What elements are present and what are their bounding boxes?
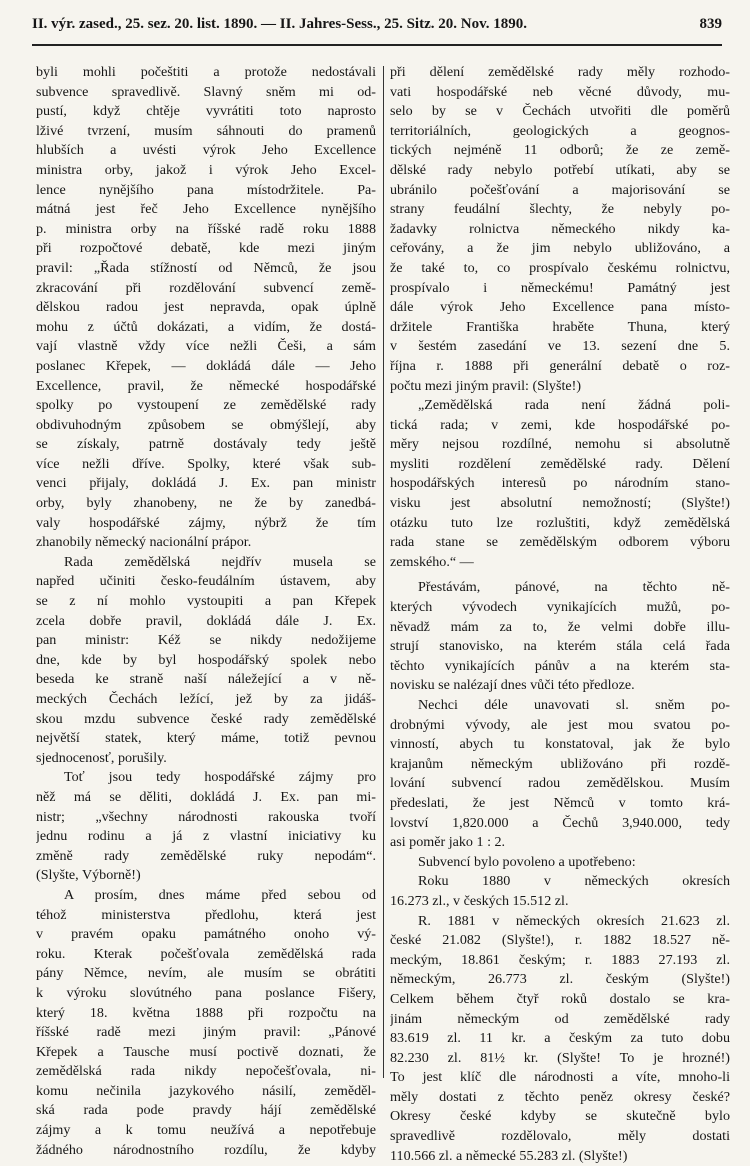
text-line: Rada zemědělská nejdřív musela se	[64, 553, 376, 570]
text-line: pustí, když chtěje vyvrátiti toto naprosto	[36, 103, 376, 120]
text-line: počtu mezi jiným pravil: (Slyšte!)	[390, 377, 582, 394]
text-line: tická rada; v zemi, kde hospodářské po-	[390, 416, 730, 433]
text-line: rada stane se zemědělským odborem výboru	[390, 534, 730, 551]
text-line: strany feudální šlechty, že nebyly po-	[390, 201, 730, 218]
left-column	[36, 63, 376, 1160]
text-line: nistr; „všechny národnosti rakouska tvoří	[36, 808, 376, 825]
text-line: předeslati, že jest Němců v tomto krá-	[390, 794, 730, 811]
text-line: pan ministr: Kéž se nikdy nedožijeme	[36, 632, 376, 649]
text-line: asi poměr jako 1 : 2.	[390, 834, 506, 851]
running-head: II. výr. zased., 25. sez. 20. list. 1890. — II. Jahres-Sess., 25. Sitz. 20. Nov. 1890.	[32, 16, 528, 32]
text-line: tických nejméně 11 odborů; že ze země-	[390, 142, 730, 159]
text-line: dne, kde by byl hospodářský spolek nebo	[36, 651, 376, 668]
text-line: (Slyšte, Výborně!)	[36, 867, 141, 884]
text-line: žádného národnostního rozdílu, že kdyby	[36, 1141, 376, 1158]
text-line: skou mzdu subvence české rady zemědělské	[36, 710, 376, 727]
text-line: meckých Čechách ležící, jež by za jidáš-	[36, 691, 376, 707]
text-line: krajanům německým ubližováno při rozdě-	[390, 755, 730, 772]
text-line: Nechci déle unavovati sl. sněm po-	[418, 697, 730, 713]
text-line: Toť jsou tedy hospodářské zájmy pro	[64, 769, 376, 786]
text-line: vají vlastně vždy více nežli Češi, a sám	[36, 338, 376, 355]
text-line: dělské rady nebylo potřebí utíkati, aby se	[390, 161, 730, 178]
column-divider	[383, 66, 384, 1078]
text-line: spravedlivě rozdělovalo, měly dostati	[390, 1128, 730, 1145]
text-line: měry nejsou rozdílné, nemohu si absolutně	[390, 436, 730, 453]
text-line: Celkem během čtyř roků dostalo se kra-	[390, 990, 730, 1007]
text-line: dále výrok Jeho Excellence pana místo-	[390, 299, 730, 316]
text-line: se získaly, patrně dostávaly tedy ještě	[36, 436, 376, 453]
text-line: mátná jest řeč Jeho Excellence nynějšího	[36, 201, 376, 218]
text-line: české 21.082 (Slyšte!), r. 1882 18.527 ně-	[390, 932, 730, 949]
text-line: Přestávám, pánové, na těchto ně-	[418, 579, 730, 596]
text-line: 110.566 zl. a německé 55.283 zl. (Slyšte!)	[390, 1147, 628, 1164]
text-line: selo by se v Čechách utvořiti dle poměrů	[390, 103, 730, 120]
text-line: mysliti rozdělení zemědělské rady. Dělení	[390, 455, 730, 472]
text-line: více nežli dříve. Spolky, které však sub-	[36, 455, 376, 472]
text-line: territoriálních, geologických a geognos-	[390, 122, 730, 139]
text-line: při dělení zemědělské rady měly rozhodo-	[390, 64, 730, 80]
text-line: říšské radě mezi jiným pravil: „Pánové	[36, 1024, 376, 1041]
text-line: lživé tvrzení, musím sáhnouti do pramenů	[36, 122, 376, 139]
text-line: 83.619 zl. 11 kr. a českým za tuto dobu	[390, 1030, 730, 1047]
page-header	[32, 14, 722, 46]
text-line: největší statek, který máme, totiž pevnou	[36, 730, 376, 747]
text-line: hospodářských interesů po národním stano-	[390, 475, 730, 492]
text-line: p. ministra orby na říšské radě roku 1888	[36, 220, 376, 237]
text-line: pány Němce, nevím, ale musím se obrátiti	[36, 965, 376, 982]
text-line: že také to, co prospívalo českému rolnictvu,	[390, 259, 730, 276]
text-line: zhanobily německý nacionální prápor.	[36, 534, 252, 551]
text-line: poslanec Křepek, — dokládá dále — Jeho	[36, 357, 376, 374]
text-line: Subvencí bylo povoleno a upotřebeno:	[418, 853, 636, 870]
text-line: mohu z účtů dokázati, a vidím, že dostá-	[36, 318, 376, 335]
text-line: R. 1881 v německých okresích 21.623 zl.	[418, 912, 730, 929]
text-line: zkracování při rozdělování subvencí země-	[36, 279, 376, 296]
text-line: zcela dobře pravil, dokládá dále J. Ex.	[36, 612, 376, 629]
text-line: valy hospodářské zájmy, nýbrž že tím	[36, 514, 376, 531]
text-line: lence nynějšího pana místodržitele. Pa-	[36, 181, 376, 198]
text-line: komu nečinila jazykového násilí, zeměděl-	[36, 1082, 376, 1099]
right-column	[390, 63, 730, 1166]
text-line: který 18. května 1888 při rozpočtu na	[36, 1004, 376, 1021]
text-line: změně rady zemědělské ruky nepodám“.	[36, 847, 376, 864]
text-line: dělskou radou jest nepravda, opak úplně	[36, 299, 376, 316]
text-line: zemědělská rada nikdy nepočešťovala, ni-	[36, 1063, 376, 1080]
text-line: ministra orby, jakož i výrok Jeho Excel-	[36, 161, 376, 178]
text-line: kterých vývodech vynikajících mužů, po-	[390, 599, 730, 616]
text-line: strují stanovisko, na kterém stála celá řada	[390, 638, 730, 655]
text-line: německým, 26.773 zl. českým (Slyšte!)	[390, 971, 730, 988]
text-line: Okresy české kdyby se skutečně bylo	[390, 1108, 730, 1125]
text-line: vati hospodářské neb věcné důvody, mu-	[390, 83, 730, 100]
text-line: zájmy a k tomu neužívá a nepotřebuje	[36, 1122, 376, 1139]
text-line: při rozpočtové debatě, kde mezi jiným	[36, 240, 376, 257]
text-line: v šestém zasedání ve 13. sezení dne 5.	[390, 338, 730, 355]
text-line: lovství 1,820.000 a Čechů 3,940.000, tedy	[390, 814, 730, 831]
text-line: sjednocenosť, porušily.	[36, 749, 167, 766]
text-line: roku. Kterak počešťovala zemědělská rada	[36, 945, 376, 962]
text-line: byli mohli počeštiti a protože nedostávali	[36, 64, 376, 80]
text-line: spolky po vystoupení ze zemědělské rady	[36, 397, 376, 414]
text-line: jinám německým od zemědělské rady	[390, 1010, 730, 1027]
text-line: něvadž mám za to, že velmi dobře illu-	[390, 618, 730, 635]
text-line: venci přijaly, dokládá J. Ex. pan ministr	[36, 475, 376, 492]
text-line: držitele Františka hraběte Thuna, který	[390, 318, 730, 335]
text-line: ubránilo počešťování a majorisování se	[390, 181, 730, 198]
text-line: ská rada pode pravdy hájí zemědělské	[36, 1102, 376, 1119]
text-line: napřed učiniti česko-feudálním ústavem, aby	[36, 573, 376, 590]
text-line: 16.273 zl., v českých 15.512 zl.	[390, 892, 569, 909]
text-line: hlubších a uvésti výrok Jeho Excellence	[36, 142, 376, 159]
text-line: A prosím, dnes máme před sebou od	[64, 886, 376, 903]
text-line: jednu rodinu a já z vlastní iniciativy ku	[36, 828, 376, 845]
text-line: prospívalo i německému! Památný jest	[390, 279, 730, 296]
text-line: těchto vynikajících pánův a na kterém sta-	[390, 657, 730, 674]
page-number: 839	[699, 16, 722, 32]
text-line: lování subvencí radou zemědělskou. Musím	[390, 775, 730, 792]
text-line: otázku tuto lze rozluštiti, když zemědělská	[390, 514, 730, 531]
text-line: orby, byly zhanobeny, ne že by zanedbá-	[36, 495, 376, 512]
text-line: pravil: „Řada stížností od Němců, že jsou	[36, 259, 376, 276]
text-line: subvence spravedlivě. Slavný sněm mi od-	[36, 83, 376, 100]
text-line: drobnými vývody, ale jest mou svatou po-	[390, 716, 730, 733]
text-line: Roku 1880 v německých okresích	[418, 873, 730, 890]
text-line: něž má se děliti, dokládá J. Ex. pan mi-	[36, 788, 376, 805]
text-line: se z ní mohlo vystoupiti a pan Křepek	[36, 593, 376, 610]
text-line: října r. 1888 při generální debatě o roz-	[390, 357, 730, 374]
text-line: v pravém opaku památného onoho vý-	[36, 926, 376, 943]
text-line: měly dostati z těchto peněz okresy české?	[390, 1088, 730, 1105]
text-line: visku jest absolutní nemožností; (Slyšte!)	[390, 495, 730, 512]
text-line: obdivuhodným způsobem se obmýšlejí, aby	[36, 416, 376, 433]
text-line: beseda ke straně naší náležející a v ně-	[36, 671, 376, 688]
text-line: zemského.“ —	[390, 553, 474, 570]
text-line: meckým, 18.861 českým; r. 1883 27.193 zl.	[390, 951, 730, 968]
text-line: vinností, abych tu konstatoval, jak že bylo	[390, 736, 730, 753]
text-line: k výroku slovútného pana poslance Fišery,	[36, 984, 376, 1001]
text-line: ceřovány, a že jim nebylo ubližováno, a	[390, 240, 730, 257]
text-line: To jest klíč dle národnosti a víte, mnoho-li	[390, 1069, 730, 1086]
text-line: téhož ministerstva předlohu, která jest	[36, 906, 376, 923]
text-line: novisku se nalézají dnes vůči této předloze.	[390, 677, 635, 694]
text-line: žadavky rolnictva německého nikdy ka-	[390, 220, 730, 237]
text-line: Excellence, pravil, že německé hospodářské	[36, 377, 376, 394]
text-line: „Zemědělská rada není žádná poli-	[418, 397, 730, 414]
text-line: 82.230 zl. 81½ kr. (Slyšte! To je hrozné!)	[390, 1049, 730, 1066]
text-line: Křepek a Tausche musí poctivě doznati, že	[36, 1043, 376, 1060]
